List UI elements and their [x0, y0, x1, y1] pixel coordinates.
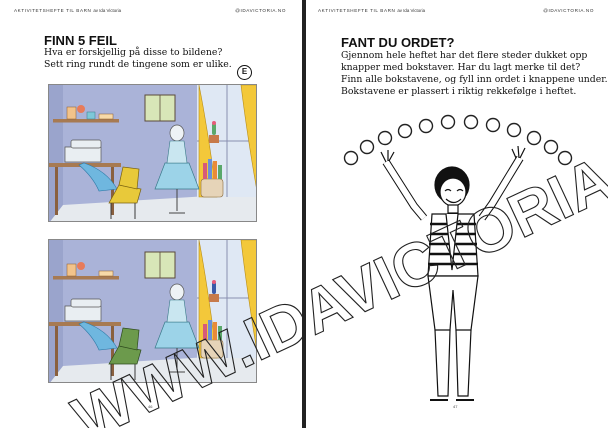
answer-circle	[465, 116, 478, 129]
header-site: @IDAVICTORIA.NO	[543, 8, 594, 13]
instruction-line: Hva er forskjellig på disse to bildene?	[44, 47, 223, 58]
picture-altered	[48, 239, 257, 383]
answer-circle	[345, 152, 358, 165]
answer-circle	[442, 116, 455, 129]
answer-circle	[379, 132, 392, 145]
answer-circle	[508, 124, 521, 137]
instruction-line: knapper med bokstaver. Har du lagt merke til det?	[341, 62, 581, 73]
answer-circle	[528, 132, 541, 145]
instructions	[341, 50, 608, 98]
page-number: 47	[453, 404, 458, 409]
instruction-line: Finn alle bokstavene, og fyll inn ordet i knappene under.	[341, 74, 608, 85]
answer-buttons	[345, 116, 572, 165]
instruction-line: Gjennom hele heftet har det flere steder dukket opp	[341, 50, 588, 61]
right-page	[306, 0, 608, 428]
instruction-line: Sett ring rundt de tingene som er ulike.	[44, 59, 232, 70]
header-site: @IDAVICTORIA.NO	[235, 8, 286, 13]
answer-circle	[545, 141, 558, 154]
girl-illustration	[381, 146, 525, 400]
answer-circle	[420, 120, 433, 133]
instructions	[44, 47, 232, 71]
answer-figure	[306, 100, 608, 410]
answer-circle	[361, 141, 374, 154]
sewing-room-illustration	[49, 85, 257, 222]
left-page	[0, 0, 302, 428]
answer-circle	[559, 152, 572, 165]
header-series: AKTIVITETSHEFTE TIL BARN av Ida Victoria	[14, 8, 122, 13]
header-series: AKTIVITETSHEFTE TIL BARN av Ida Victoria	[318, 8, 426, 13]
page-number: 46	[148, 404, 153, 409]
answer-circle	[487, 119, 500, 132]
answer-circle	[399, 125, 412, 138]
sewing-room-illustration-altered	[49, 240, 257, 383]
page-title: FANT DU ORDET?	[341, 35, 455, 50]
letter-button: E	[237, 65, 252, 80]
page-title: FINN 5 FEIL	[44, 33, 117, 48]
instruction-line: Bokstavene er plassert i riktig rekkefølge i heftet.	[341, 86, 577, 97]
picture-original	[48, 84, 257, 222]
